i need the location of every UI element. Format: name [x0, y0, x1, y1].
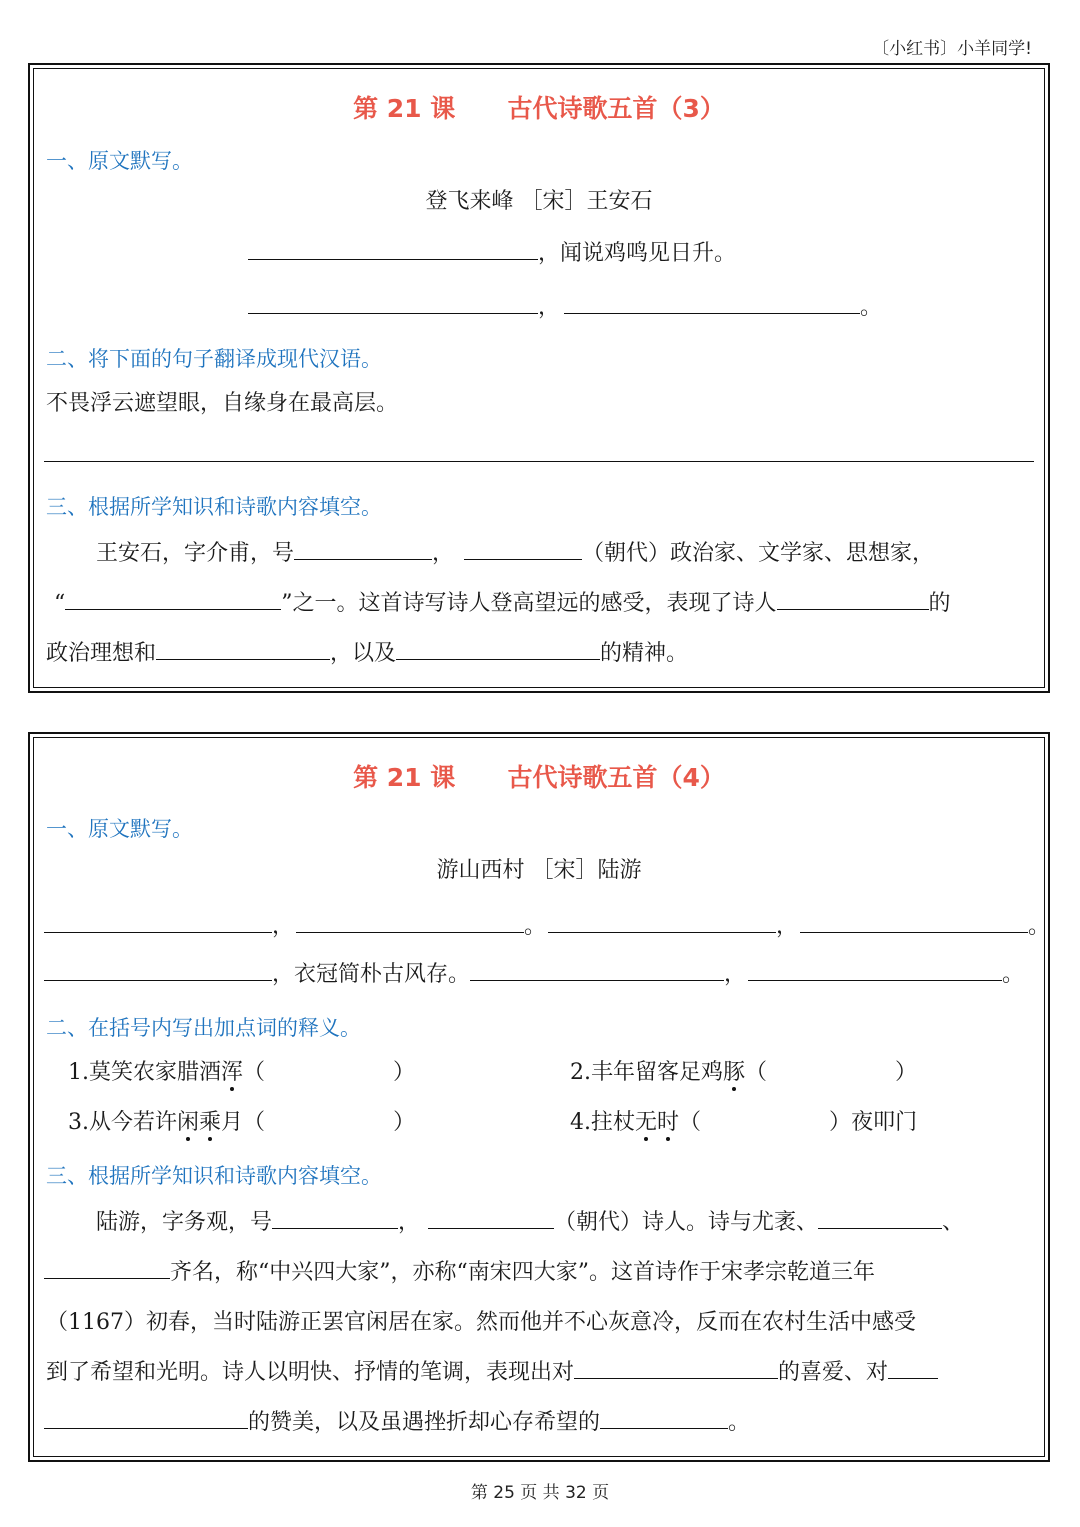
question-text: 4.拄杖: [570, 1110, 635, 1135]
dotted-word: 时: [657, 1110, 680, 1135]
answer-blank[interactable]: [428, 1208, 554, 1229]
punct: 。: [524, 914, 547, 939]
question-4: [570, 1108, 917, 1138]
recite-line-1: [44, 912, 1050, 942]
section-heading-translate: 二、将下面的句子翻译成现代汉语。: [46, 347, 382, 371]
answer-blank[interactable]: [800, 912, 1028, 933]
paren-close: ）: [393, 1060, 416, 1085]
worksheet-lesson-21-part-4: [28, 732, 1050, 1462]
fill-text: （朝代）政治家、文学家、思想家，: [582, 541, 935, 566]
question-1: [68, 1058, 415, 1088]
punct: ，: [538, 295, 561, 320]
question-3: [68, 1108, 415, 1138]
answer-blank[interactable]: [574, 1358, 778, 1379]
answer-blank[interactable]: [44, 1258, 170, 1279]
translation-answer-line[interactable]: [44, 461, 1034, 462]
answer-blank[interactable]: [888, 1358, 938, 1379]
answer-blank[interactable]: [44, 960, 272, 981]
question-2: [570, 1058, 917, 1088]
dotted-word: 无: [635, 1110, 658, 1135]
fill-text: 陆游，字务观，号: [96, 1210, 273, 1235]
fill-text: 的赞美，以及虽遇挫折却心存希望的: [248, 1410, 601, 1435]
answer-blank[interactable]: [548, 912, 776, 933]
answer-blank[interactable]: [272, 1208, 398, 1229]
fill-line-2: [54, 589, 951, 619]
translate-sentence: 不畏浮云遮望眼，自缘身在最高层。: [46, 391, 399, 416]
punct: ，: [776, 914, 799, 939]
answer-blank[interactable]: [396, 639, 600, 660]
answer-blank[interactable]: [296, 912, 524, 933]
answer-blank[interactable]: [248, 293, 538, 314]
answer-blank[interactable]: [818, 1208, 942, 1229]
section-heading-fill: 三、根据所学知识和诗歌内容填空。: [46, 495, 382, 519]
fill-text: ”之一。这首诗写诗人登高望远的感受，表现了诗人: [281, 591, 777, 616]
answer-blank[interactable]: [156, 639, 330, 660]
recite-line-2: [248, 293, 882, 323]
section-heading-define: 二、在括号内写出加点词的释义。: [46, 1016, 361, 1040]
paren-open: （: [745, 1060, 768, 1085]
fill-line-1: [96, 1208, 964, 1238]
dotted-word: 乘: [199, 1110, 222, 1135]
punct: 。: [860, 295, 883, 320]
poem-title: 游山西村 ［宋］陆游: [436, 858, 642, 883]
answer-blank[interactable]: [294, 539, 432, 560]
fill-text: 。: [728, 1410, 751, 1435]
fill-text: 、: [942, 1210, 965, 1235]
answer-blank[interactable]: [464, 539, 582, 560]
answer-blank[interactable]: [748, 960, 1002, 981]
section-heading-fill: 三、根据所学知识和诗歌内容填空。: [46, 1164, 382, 1188]
fill-text: 政治理想和: [46, 641, 157, 666]
fill-text: 王安石，字介甫，号: [96, 541, 295, 566]
fill-text: “: [54, 591, 66, 616]
poem-text: ，衣冠简朴古风存。: [272, 962, 471, 987]
paren-close: ）: [829, 1110, 852, 1135]
dotted-word: 闲: [177, 1110, 200, 1135]
answer-blank[interactable]: [44, 912, 272, 933]
question-text: 3.从今若许: [68, 1110, 177, 1135]
fill-text: ，: [398, 1210, 421, 1235]
poem-title: 登飞来峰 ［宋］王安石: [425, 189, 653, 214]
section-heading-recite: 一、原文默写。: [46, 149, 193, 173]
question-text: 2.丰年留客足鸡: [570, 1060, 723, 1085]
recite-line-1: [248, 239, 736, 269]
section-heading-recite: 一、原文默写。: [46, 817, 193, 841]
question-text: 夜叩门: [851, 1110, 918, 1135]
lesson-title: 第 21 课 古代诗歌五首（4）: [353, 763, 725, 792]
punct: ，: [272, 914, 295, 939]
paren-open: （: [243, 1060, 266, 1085]
paren-close: ）: [895, 1060, 918, 1085]
fill-line-2: [44, 1258, 875, 1288]
lesson-title: 第 21 课 古代诗歌五首（3）: [353, 94, 725, 123]
fill-text: 的喜爱、对: [778, 1360, 889, 1385]
fill-text: ，以及: [330, 641, 397, 666]
answer-blank[interactable]: [777, 589, 929, 610]
paren-open: （: [679, 1110, 702, 1135]
answer-blank[interactable]: [65, 589, 281, 610]
fill-line-5: [44, 1408, 750, 1438]
fill-line-1: [96, 539, 934, 569]
poem-text: ，闻说鸡鸣见日升。: [538, 241, 737, 266]
fill-text: （朝代）诗人。诗与尤袤、: [554, 1210, 819, 1235]
paren-open: （: [243, 1110, 266, 1135]
punct: 。: [1002, 962, 1025, 987]
paren-close: ）: [393, 1110, 416, 1135]
header-note: 〔小红书〕小羊同学!: [872, 39, 1032, 59]
dotted-word: 豚: [723, 1060, 746, 1085]
fill-line-3: （1167）初春，当时陆游正罢官闲居在家。然而他并不心灰意冷，反而在农村生活中感受: [46, 1310, 916, 1335]
dotted-word: 浑: [221, 1060, 244, 1085]
punct: ，: [724, 962, 747, 987]
question-text: 1.莫笑农家腊酒: [68, 1060, 221, 1085]
fill-text: 到了希望和光明。诗人以明快、抒情的笔调，表现出对: [46, 1360, 575, 1385]
worksheet-lesson-21-part-3: [28, 63, 1050, 693]
answer-blank[interactable]: [44, 1408, 248, 1429]
fill-line-4: [46, 1358, 938, 1388]
recite-line-2: [44, 960, 1024, 990]
page-number: 第 25 页 共 32 页: [470, 1483, 610, 1503]
punct: 。: [1028, 914, 1051, 939]
fill-text: 齐名，称“中兴四大家”，亦称“南宋四大家”。这首诗作于宋孝宗乾道三年: [170, 1260, 875, 1285]
answer-blank[interactable]: [600, 1408, 728, 1429]
fill-line-3: [46, 639, 688, 669]
answer-blank[interactable]: [564, 293, 860, 314]
answer-blank[interactable]: [248, 239, 538, 260]
inner-border: [33, 68, 1045, 688]
fill-text: 的: [928, 591, 951, 616]
fill-text: ，: [432, 541, 455, 566]
question-text: 月: [221, 1110, 244, 1135]
inner-border: [33, 737, 1051, 1457]
fill-text: 的精神。: [600, 641, 689, 666]
answer-blank[interactable]: [470, 960, 724, 981]
